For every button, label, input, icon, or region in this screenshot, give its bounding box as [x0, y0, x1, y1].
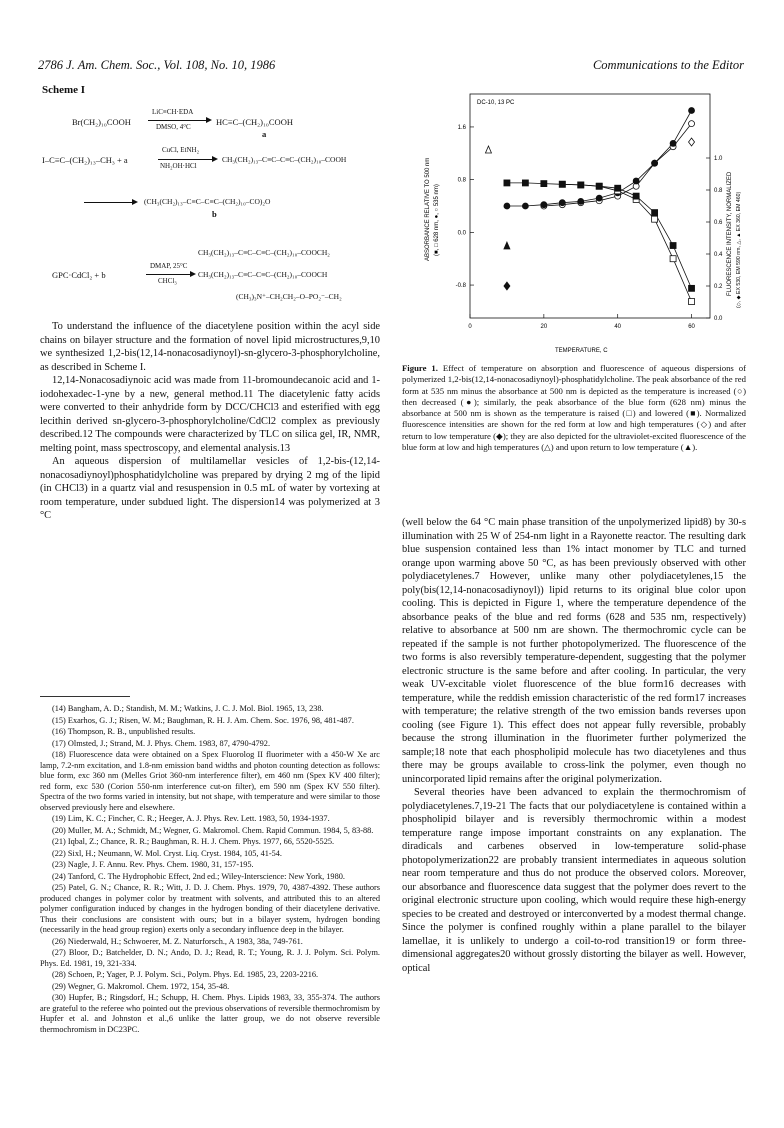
data-point-circle-filled — [652, 160, 658, 166]
scheme-r2-arrowhead — [212, 156, 218, 162]
data-point-square-filled — [652, 210, 658, 216]
figure-caption-text: Effect of temperature on absorption and fluorescence of aqueous dispersions of polymerized 1,2-bis(12,14-nonacosadiynoyl)-phosphatidylcholine. The peak absorbance of the red form at 535 nm minus the absorbance at 500 nm is depicted as the temperature is increased (○) then decreased (●); similarly, the peak absorbance of the blue form (628 nm) minus the absorbance at 500 nm is shown as the temperature is raised (□) and lowered (■). Normalized fluorescence intensities are shown for the red form at low and high temperatures (◇) and after return to low temperature (◆); they are also depicted for the ultraviolet-excited fluorescence of the blue form at low and high temperatures (△) and upon return to low temperature (▲). — [402, 363, 746, 453]
reference-item: (27) Bloor, D.; Batchelder, D. N.; Ando, D. J.; Read, R. T.; Young, R. J. J. Polym. Sci. Polym. Phys. Ed. 1981, 19, 321-334. — [40, 948, 380, 968]
data-point-square-open — [689, 299, 695, 305]
data-point-square-filled — [689, 285, 695, 291]
scheme-r1-product: HC≡C–(CH₂)₁₀COOH — [216, 117, 293, 127]
page-header-citation: 2786 J. Am. Chem. Soc., Vol. 108, No. 10, 1986 — [38, 58, 276, 72]
reference-item: (19) Lim, K. C.; Fincher, C. R.; Heeger, A. J. Phys. Rev. Lett. 1983, 50, 1934-1937. — [52, 814, 330, 823]
scheme-r1-arrowhead — [206, 117, 212, 123]
scheme-r3-product: (CH₃(CH₂)₁₃–C≡C–C≡C–(CH₂)₁₀–CO)₂O — [144, 197, 271, 206]
figure-caption — [402, 363, 746, 453]
scheme-r1-arrow — [148, 120, 208, 121]
scheme-r4-arrowhead — [190, 271, 196, 277]
scheme-r1-reactant: Br(CH₂)₁₀COOH — [72, 117, 131, 127]
paragraph: Several theories have been advanced to explain the thermochromism of polydiacetylenes.7,19-21 The facts that our polydiacetylene is contained within a phospholipid bilayer and is reversibly thermochromic within a modest temperature range impose important constraints on any explanation. The diradicals and carbenes observed in low-temperature solid-phase photopolymerization22 are probably transient intermediates in aqueous solution near room temperature and thus do not produce the observed colors. Moreover, our absorbance and fluorescence data suggest that the polymer does revert to the original electronic structure upon cooling, which would require these high-energy species to be created and destroyed or interconverted by a modest thermal change. Since the polymer is confined roughly within a plane parallel to the bilayer lamellae, it is unlikely to undergo a coil-to-rod transition19 or form three-dimensional aggregates20 without grossly distorting the bilayer as well. However, optical — [402, 787, 746, 974]
y-left-label-2: (■, □ 628 nm, ●, ○ 535 nm) — [434, 184, 440, 256]
x-tick-label: 60 — [688, 324, 695, 330]
scheme-r2-reagent-top: CuCl, EtNH₂ — [162, 146, 200, 154]
reference-item: (15) Exarhos, G. J.; Risen, W. M.; Baughman, R. H. J. Am. Chem. Soc. 1976, 98, 481-487. — [52, 715, 354, 725]
y-left-tick-label: 1.6 — [457, 124, 466, 131]
data-point-circle-filled — [689, 107, 695, 113]
reference-item: (26) Niederwald, H.; Schwoerer, M. Z. Naturforsch., A 1983, 38a, 749-761. — [52, 936, 303, 946]
x-tick-label: 0 — [468, 324, 472, 330]
paragraph: An aqueous dispersion of multilamellar vesicles of 1,2-bis-(12,14-nonacosadiynoyl)phosphatidylcholine was prepared by drying 2 mg of the lipid (in CHCl3) in a quartz vial and resuspension in 0.5 mL of water by vortexing at room temperature, under subdued light. The dispersion14 was polymerized at 3 °C — [40, 456, 380, 521]
y-right-tick-label: 1.0 — [714, 156, 723, 162]
data-point-circle-filled — [541, 202, 547, 208]
data-point-square-filled — [541, 181, 547, 187]
scheme-r2-arrow — [158, 159, 214, 160]
x-tick-label: 20 — [540, 324, 548, 330]
scheme-r3-arrow — [84, 202, 134, 203]
x-tick-label: 40 — [614, 324, 622, 330]
reference-list — [40, 704, 380, 1036]
reference-item: (28) Schoen, P.; Yager, P. J. Polym. Sci., Polym. Phys. Ed. 1985, 23, 2203-2216. — [52, 970, 319, 979]
x-axis-label: TEMPERATURE, C — [555, 348, 608, 354]
data-point-square-filled — [596, 183, 602, 189]
y-right-label: FLUORESCENCE INTENSITY, NORMALIZED — [727, 171, 733, 296]
reference-item: (17) Olmsted, J.; Strand, M. J. Phys. Chem. 1983, 87, 4790-4792. — [52, 738, 271, 748]
scheme-r4-reagent-top: DMAP, 25°C — [150, 262, 188, 270]
y-right-ticks — [706, 156, 723, 322]
reference-item: (22) Sixl, H.; Neumann, W. Mol. Cryst. Liq. Cryst. 1984, 105, 41-54. — [52, 848, 283, 858]
data-point-circle-filled — [559, 200, 565, 206]
paragraph: (well below the 64 °C main phase transition of the unpolymerized lipid8) by 30-s illumination with 25 W of 254-nm light in a Rayonette reactor. The resulting dark blue suspension contained less than 1% intact monomer by TLC and turned orange upon warming above 50 °C, as has been previously observed with other polydiacetylenes.7 However, unlike many other polydiacetylenes,15 the poly(bis(12,14-nonacosadiynoyl)) lipid returns to its original blue color upon cooling. This is depicted in Figure 1, where the temperature dependence of the absorbance peaks of the blue and red forms (628 and 535 nm, respectively) relative to absorbance at 500 nm are shown. The thermochromic cycle can be repeated if the sample is not further photopolymerized. The fluorescence of the two forms is also reversibly temperature-dependent, suggesting that the polymer electronic structure is the same before and after cooling. In particular, the very weak UV-excitable violet fluorescence of the blue form16 decreases with temperature, while the reddish emission characteristic of the red form17 increases with temperature; the relative strength of the two emission bands reverses upon cooling (see Figure 1). This effect does not appear fully reversible, probably because the strong illumination in the fluorimeter further polymerized the sample;18 note that each phospholipid molecule has two diacetylenes and thus there may be groups available to cross-link the polymer, even though no unincorporated lipid remains after the original polymerization. — [402, 517, 746, 785]
reference-item: (14) Bangham, A. D.; Standish, M. M.; Watkins, J. C. J. Mol. Biol. 1965, 13, 238. — [52, 704, 324, 713]
fit-curve-circle-filled — [507, 111, 692, 207]
scheme-r2-product: CH₃(CH₂)₁₃–C≡C–C≡C–(CH₂)₁₀–COOH — [222, 155, 347, 164]
reference-item: (30) Hupfer, B.; Ringsdorf, H.; Schupp, H. Chem. Phys. Lipids 1983, 33, 355-374. The authors are grateful to the referee who pointed out the previous observations of reversible thermochromism by Hupfer et al. and Johnston et al.,6 unlike the latter group, we do not observe reversible thermochromism in DC23PC. — [40, 993, 380, 1034]
y-right-tick-label: 0.0 — [714, 316, 723, 322]
reference-item: (24) Tanford, C. The Hydrophobic Effect, 2nd ed.; Wiley-Interscience: New York, 1980. — [52, 871, 345, 881]
figure-caption-label: Figure 1. — [402, 363, 438, 373]
scheme-r2-reagent-bottom: NH₂OH·HCl — [160, 162, 197, 170]
scheme-title: Scheme I — [42, 84, 86, 96]
scheme-r1-reagent-top: LiC≡CH·EDA — [152, 108, 194, 116]
scheme-r3-arrowhead — [132, 199, 138, 205]
reference-item: (16) Thompson, R. B., unpublished results. — [52, 727, 196, 736]
data-point-square-open — [670, 256, 676, 262]
page-header-section: Communications to the Editor — [592, 58, 744, 72]
data-point-triangle-open — [485, 146, 491, 153]
data-point-square-filled — [504, 180, 510, 186]
paragraph: 12,14-Nonacosadiynoic acid was made from 11-bromoundecanoic acid and 1-iodohexadec-1-yne by a new, general method.11 The diacetylenic fatty acids were converted to their anhydride form by DCC/CHCl3 and esterified with egg lecithin derived sn-glycero-3-phosphorylcholine/CdCl2 complex as previously described.12 The compounds were characterized by TLC on silica gel, IR, NMR, melting point, mass spectroscopy, and elemental analysis.13 — [40, 375, 380, 454]
scheme-r4-line3: (CH₃)₃N⁺–CH₂CH₂–O–PO₂⁻–CH₂ — [236, 292, 342, 301]
data-point-square-filled — [633, 193, 639, 199]
y-left-tick-label: 0.8 — [457, 177, 466, 184]
data-point-circle-filled — [596, 195, 602, 201]
left-column-body — [40, 320, 380, 523]
data-point-diamond-open — [689, 138, 695, 146]
scheme-r4-arrow — [146, 274, 192, 275]
y-right-tick-label: 0.2 — [714, 284, 723, 290]
y-left-ticks — [456, 125, 474, 289]
data-point-square-open — [652, 216, 658, 222]
data-point-circle-filled — [633, 178, 639, 184]
scheme-r2-reactant: I–C≡C–(CH₂)₁₃–CH₃ + a — [42, 155, 128, 165]
data-point-square-filled — [670, 243, 676, 249]
data-point-diamond-filled — [504, 282, 510, 290]
data-point-circle-filled — [578, 198, 584, 204]
scheme-r4-line1: CH₃(CH₂)₁₃–C≡C–C≡C–(CH₂)₁₀–COOCH₂ — [198, 248, 330, 257]
y-right-tick-label: 0.8 — [714, 188, 723, 194]
x-ticks — [468, 314, 695, 330]
reference-item: (20) Muller, M. A.; Schmidt, M.; Wegner, G. Makromol. Chem. Rapid Commun. 1984, 5, 83-88. — [52, 825, 374, 835]
data-point-circle-filled — [504, 203, 510, 209]
paragraph: To understand the influence of the diacetylene position within the acyl side chains on bilayer structure and the formation of novel lipid microstructures,9,10 we synthesized 1,2-bis(12,14-nonacosadiynoyl)-sn-glycero-3-phosphorylcholine, as described in Scheme I. — [40, 321, 380, 373]
y-right-tick-label: 0.4 — [714, 252, 723, 258]
data-point-square-filled — [615, 185, 621, 191]
scheme-r1-label: a — [262, 129, 267, 139]
y-left-tick-label: -0.8 — [455, 283, 466, 290]
right-column-body — [402, 516, 746, 975]
reference-item: (25) Patel, G. N.; Chance, R. R.; Witt, J. D. J. Chem. Phys. 1979, 70, 4387-4392. These authors produced changes in polymer color by treatment with solvents, and attributed this to an altered polymer configuration induced by changes in the hydrogen bonding of their diacetylene derivative. Thus their conclusions are consistent with ours; but in a bilayer system, hydrogen bonding (necessarily in the head group region) exerts only a secondary influence deep in the bilayer. — [40, 883, 380, 934]
fit-curves — [507, 111, 692, 302]
figure-1-chart — [405, 86, 745, 358]
data-point-triangle-filled — [504, 242, 510, 249]
y-right-label-2: (◇, ◆ EX 530, EM 590 nm, △, ▲ EX 360, EM 460) — [736, 191, 742, 308]
data-point-square-filled — [559, 181, 565, 187]
y-left-label: ABSORBANCE RELATIVE TO 500 nm — [425, 157, 431, 261]
y-left-tick-label: 0.0 — [457, 230, 466, 237]
data-marks — [485, 107, 694, 358]
data-point-square-filled — [578, 182, 584, 188]
reference-item: (21) Iqbal, Z.; Chance, R. R.; Baughman, R. H. J. Chem. Phys. 1977, 66, 5520-5525. — [52, 837, 335, 846]
scheme-diagram — [40, 98, 385, 308]
footnote-rule — [40, 696, 130, 697]
scheme-r4-reagent-bottom: CHCl₃ — [158, 277, 177, 285]
reference-item: (18) Fluorescence data were obtained on a Spex Fluorolog II fluorimeter with a 450-W Xe arc lamp, 7.2-nm excitation, and 1.8-nm emission band widths and photon counting detection as follows: blue form, exc 360 nm (Melles Griot 360-nm interference filter), em 460 nm (Spex KV 400 filter); red form, exc 530 (Corion 550-nm interference cut-on filter), em 590 nm (Spex KV 550 filter). Spectra of the two forms varied in intensity, but not shape, with temperature and were similar to those observed previously here and elsewhere. — [40, 750, 380, 812]
data-point-square-filled — [522, 180, 528, 186]
reference-item: (23) Nagle, J. F. Annu. Rev. Phys. Chem. 1980, 31, 157-195. — [52, 860, 254, 869]
scheme-r4-reactant: GPC·CdCl₂ + b — [52, 270, 106, 280]
data-point-circle-open — [689, 121, 695, 127]
chart-title: DC-10, 13 PC — [477, 100, 515, 106]
scheme-r1-reagent-bottom: DMSO, 4°C — [156, 123, 191, 131]
scheme-r4-line2: CH₃(CH₂)₁₃–C≡C–C≡C–(CH₂)₁₀–COOCH — [198, 270, 328, 279]
y-right-tick-label: 0.6 — [714, 220, 723, 226]
scheme-r3-label: b — [212, 209, 217, 219]
data-point-circle-filled — [670, 140, 676, 146]
reference-item: (29) Wegner, G. Makromol. Chem. 1972, 154, 35-48. — [52, 981, 230, 991]
data-point-circle-filled — [522, 203, 528, 209]
